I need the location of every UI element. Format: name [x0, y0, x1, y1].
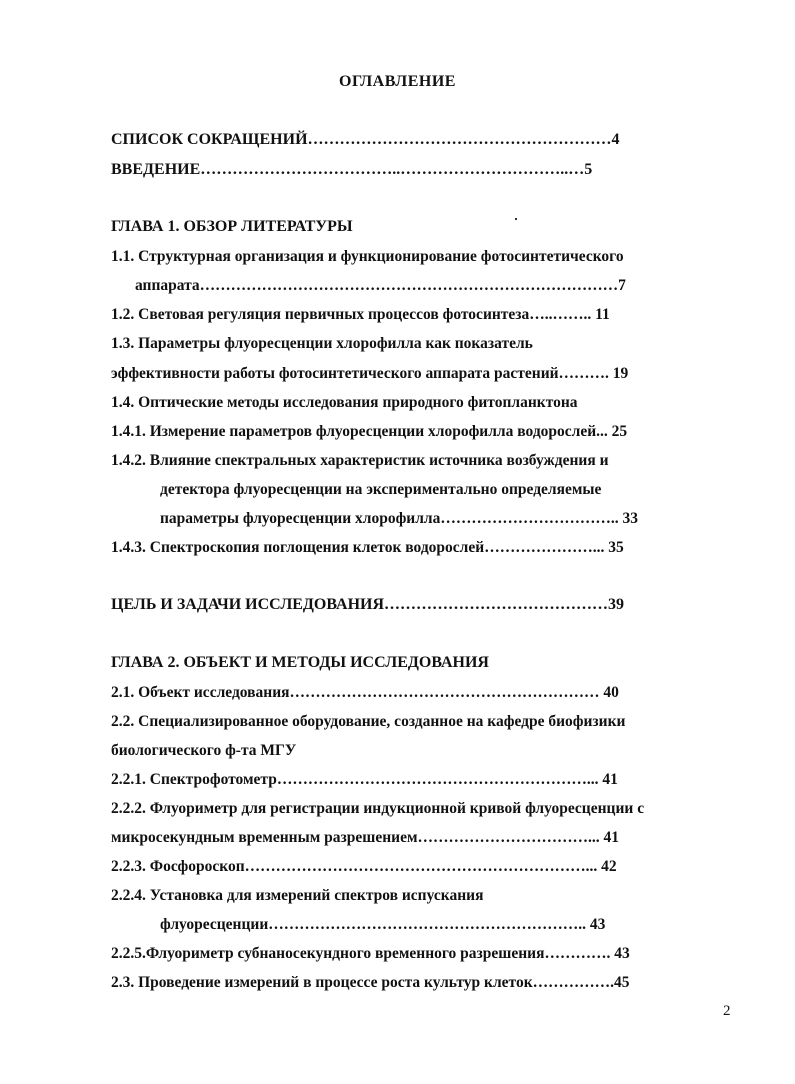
toc-item-1-1-cont: аппарата………………………………………………………………………7 [135, 277, 626, 294]
toc-item-2-2-4: 2.2.4. Установка для измерений спектров испускания [111, 887, 484, 904]
toc-item-2-1: 2.1. Объект исследования…………………………………………………… 40 [111, 684, 619, 701]
toc-item-2-2-5: 2.2.5.Флуориметр субнаносекундного временного разрешения…………. 43 [111, 945, 630, 962]
toc-item-1-4-2: 1.4.2. Влияние спектральных характеристик источника возбуждения и [111, 452, 609, 469]
toc-item-2-2: 2.2. Специализированное оборудование, созданное на кафедре биофизики [111, 713, 626, 730]
toc-item-2-2-3: 2.2.3. Фосфороскоп…………………………………………………………... 42 [111, 858, 617, 875]
toc-item-1-3: 1.3. Параметры флуоресценции хлорофилла как показатель [111, 335, 533, 352]
toc-item-2-2-cont: биологического ф-та МГУ [111, 742, 297, 759]
toc-item-2-2-1: 2.2.1. Спектрофотометр……………………………………………………... 41 [111, 771, 618, 788]
toc-item-2-2-2: 2.2.2. Флуориметр для регистрации индукционной кривой флуоресценции с [111, 800, 645, 817]
toc-item-2-2-2-cont: микросекундным временным разрешением……………………………... 41 [111, 829, 620, 846]
scan-speck [515, 218, 517, 220]
toc-introduction: ВВЕДЕНИЕ………………………………..…………………………..…5 [111, 161, 593, 178]
toc-goals: ЦЕЛЬ И ЗАДАЧИ ИССЛЕДОВАНИЯ……………………………………39 [111, 596, 625, 613]
page-title: ОГЛАВЛЕНИЕ [339, 73, 456, 90]
toc-item-1-4-3: 1.4.3. Спектроскопия поглощения клеток водорослей…………………... 35 [111, 539, 624, 556]
toc-item-2-3: 2.3. Проведение измерений в процессе роста культур клеток…………….45 [111, 974, 630, 991]
toc-item-1-4-2-cont1: детектора флуоресценции на экспериментально определяемые [160, 481, 602, 498]
toc-item-1-4-1: 1.4.1. Измерение параметров флуоресценции хлорофилла водорослей... 25 [111, 423, 628, 440]
toc-item-1-1: 1.1. Структурная организация и функционирование фотосинтетического [111, 248, 624, 265]
toc-item-1-2: 1.2. Световая регуляция первичных процессов фотосинтеза…..…….. 11 [111, 306, 610, 323]
toc-chapter-1: ГЛАВА 1. ОБЗОР ЛИТЕРАТУРЫ [111, 218, 353, 235]
page-number: 2 [723, 1003, 731, 1019]
toc-item-1-3-cont: эффективности работы фотосинтетического аппарата растений………. 19 [111, 365, 629, 382]
toc-item-1-4-2-cont2: параметры флуоресценции хлорофилла…………………………….. 33 [160, 510, 639, 527]
toc-item-1-4: 1.4. Оптические методы исследования природного фитопланктона [111, 394, 578, 411]
toc-chapter-2: ГЛАВА 2. ОБЪЕКТ И МЕТОДЫ ИССЛЕДОВАНИЯ [111, 654, 489, 671]
toc-abbreviations: СПИСОК СОКРАЩЕНИЙ…………………………………………………4 [111, 131, 620, 148]
toc-item-2-2-4-cont: флуоресценции…………………………………………………….. 43 [160, 916, 606, 933]
